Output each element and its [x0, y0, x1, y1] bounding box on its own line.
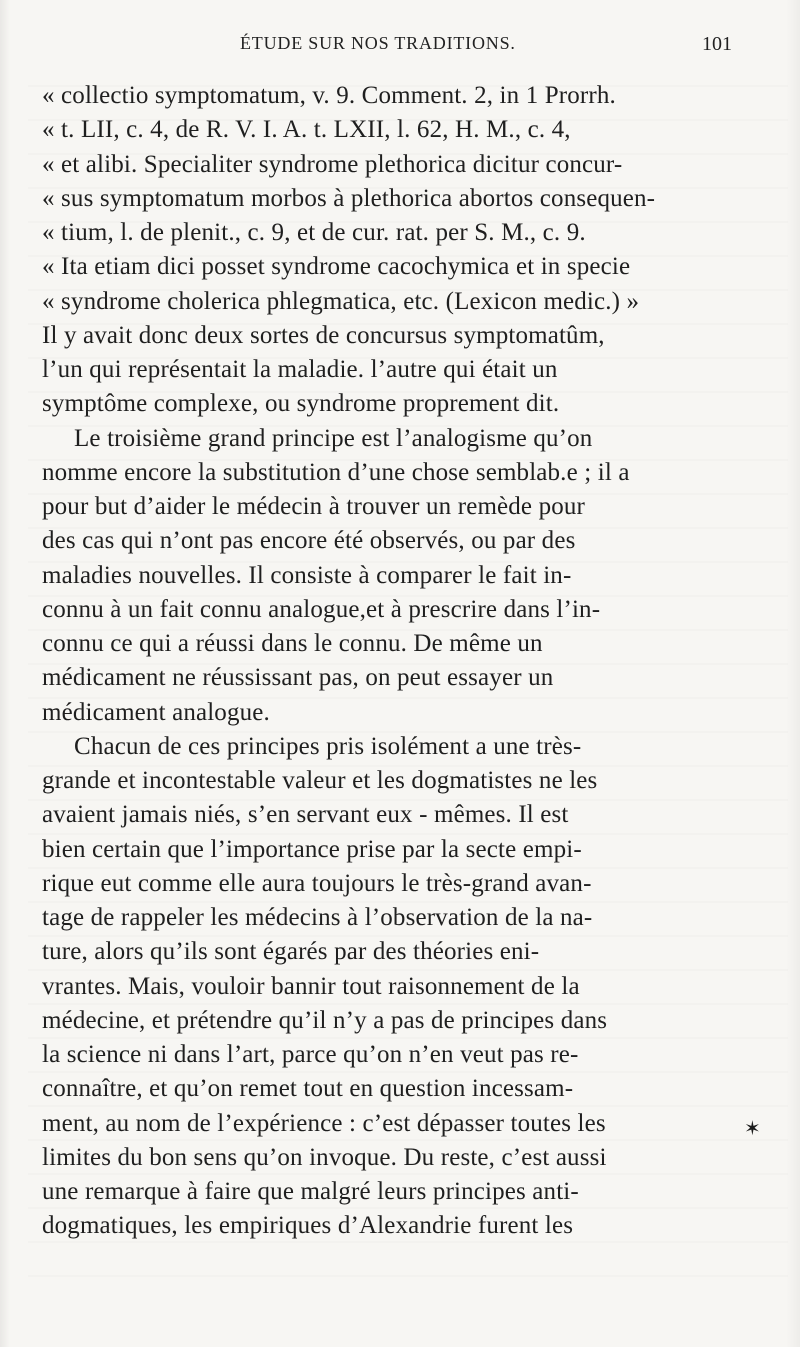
page-body	[42, 79, 742, 1244]
body-line-4: « sus symptomatum morbos à plethorica abortos consequen-	[42, 184, 656, 212]
paragraph-analogisme-line-4: des cas qui n’ont pas encore été observés, ou par des	[42, 527, 576, 555]
paragraph-analogisme-line-9: médicament analogue.	[42, 698, 270, 726]
paragraph-analogisme-line-6: connu à un fait connu analogue,et à prescrire dans l’in-	[42, 595, 601, 623]
paragraph-analogisme-line-3: pour but d’aider le médecin à trouver un remède pour	[42, 493, 586, 520]
paragraph-principes-line-13: limites du bon sens qu’on invoque. Du reste, c’est aussi	[42, 1143, 607, 1171]
paragraph-principes-line-11: connaître, et qu’on remet tout en question incessam-	[42, 1075, 574, 1103]
body-line-5: « tium, l. de plenit., c. 9, et de cur. rat. per S. M., c. 9.	[42, 219, 586, 246]
ink-mark-icon: ✶	[744, 1116, 761, 1140]
paragraph-principes-line-14: une remarque à faire que malgré leurs principes anti-	[42, 1178, 579, 1205]
body-line-3: « et alibi. Specialiter syndrome plethorica dicitur concur-	[42, 150, 623, 178]
paragraph-analogisme-line-8: médicament ne réussissant pas, on peut essayer un	[42, 664, 554, 692]
body-line-8: Il y avait donc deux sortes de concursus symptomatûm,	[42, 321, 605, 349]
page-number: 101	[702, 33, 732, 55]
body-line-7: « syndrome cholerica phlegmatica, etc. (Lexicon medic.) »	[42, 287, 640, 315]
body-line-2: « t. LII, c. 4, de R. V. I. A. t. LXII, l. 62, H. M., c. 4,	[42, 116, 571, 144]
paragraph-analogisme-line-5: maladies nouvelles. Il consiste à comparer le fait in-	[42, 561, 572, 589]
paragraph-principes-line-5: rique eut comme elle aura toujours le très-grand avan-	[42, 869, 592, 897]
paragraph-principes-line-15: dogmatiques, les empiriques d’Alexandrie furent les	[42, 1212, 574, 1240]
paragraph-analogisme-line-2: nomme encore la substitution d’une chose semblab.e ; il a	[42, 458, 630, 486]
body-line-6: « Ita etiam dici posset syndrome cacochymica et in specie	[42, 253, 631, 281]
running-title: ÉTUDE SUR NOS TRADITIONS.	[240, 33, 516, 53]
paragraph-analogisme-line-7: connu ce qui a réussi dans le connu. De même un	[42, 630, 543, 657]
paragraph-principes-line-4: bien certain que l’importance prise par la secte empi-	[42, 835, 582, 863]
body-line-9: l’un qui représentait la maladie. l’autre qui était un	[42, 356, 558, 383]
body-line-10: symptôme complexe, ou syndrome proprement dit.	[42, 390, 560, 418]
paragraph-principes-line-6: tage de rappeler les médecins à l’observation de la na-	[42, 904, 593, 931]
paragraph-principes-line-2: grande et incontestable valeur et les dogmatistes ne les	[42, 767, 598, 794]
paragraph-principes-line-7: ture, alors qu’ils sont égarés par des théories eni-	[42, 938, 540, 966]
paragraph-principes-line-8: vrantes. Mais, vouloir bannir tout raisonnement de la	[42, 972, 580, 1000]
paragraph-analogisme-line-1: Le troisième grand principe est l’analogisme qu’on	[74, 424, 593, 452]
paragraph-principes-line-3: avaient jamais niés, s’en servant eux - mêmes. Il est	[42, 801, 569, 829]
paragraph-principes-line-10: la science ni dans l’art, parce qu’on n’en veut pas re-	[42, 1041, 579, 1068]
paragraph-principes-line-1: Chacun de ces principes pris isolément a une très-	[74, 732, 582, 760]
paragraph-principes-line-12: ment, au nom de l’expérience : c’est dépasser toutes les	[42, 1109, 606, 1137]
page-header	[42, 33, 732, 57]
paragraph-principes-line-9: médecine, et prétendre qu’il n’y a pas de principes dans	[42, 1006, 608, 1034]
body-line-1: « collectio symptomatum, v. 9. Comment. 2, in 1 Prorrh.	[42, 82, 616, 109]
